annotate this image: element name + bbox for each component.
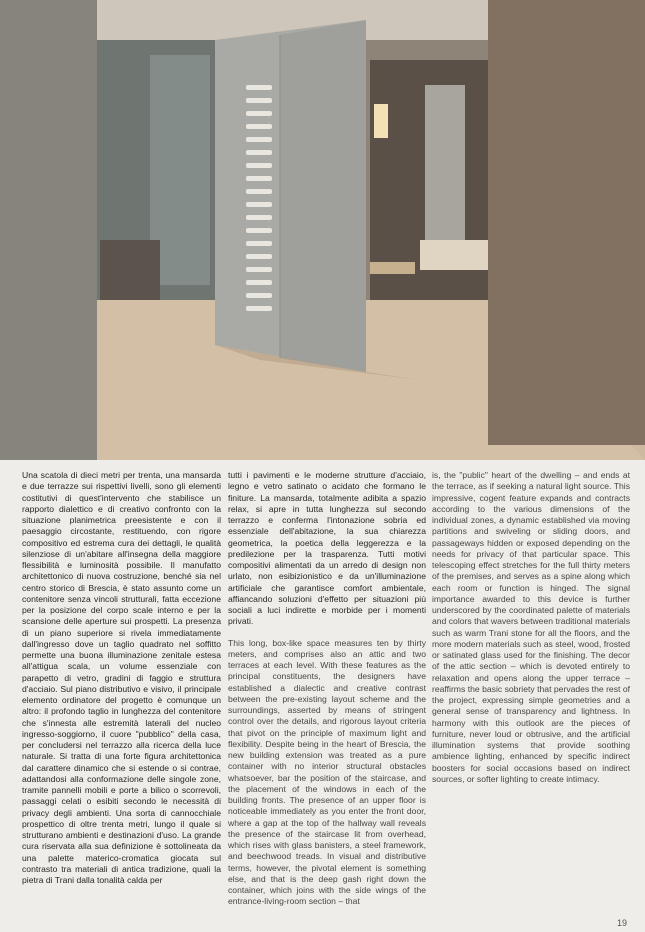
italian-text-part-2: tutti i pavimenti e le moderne strutture d'acciaio, legno e vetro satinato o acidato che formano le finiture. La mansarda, totalmente adibita a spazio relax, si apre in tutta lunghezza sul secondo terrazzo e conferma l'intonazione sobria ed essenziale dell'abitazione, la sua chiarezza geometrica, la poetica della leggerezza e la predilezione per la trasparenza. Tutti motivi compositivi alimentati da un arredo di design non urlato, non esibizionistico e da un'illuminazione artificiale che garantisce comfort ambientale, affiancando soluzioni d'effetto per situazioni più sociali a luci indirette e morbide per i momenti privati.	[228, 470, 426, 627]
italian-text-part-1: Una scatola di dieci metri per trenta, una mansarda e due terrazze sui rispettivi livelli, sono gli elementi costitutivi di quest'intervento che stabilisce un rapporto dialettico e di creativo confronto con la situazione planimetrica preesistente e con il paesaggio circostante, restituendo, con rigore compositivo ed estrema cura dei dettagli, le qualità silenziose di un'abitare all'insegna della maggiore flessibilità e luminosità possibile. Il manufatto architettonico di nuova costruzione, benché sia nel centro storico di Brescia, è stato assunto come un contenitore senza vincoli strutturali, fatta eccezione per la posizione del corpo scale interno e per la scansione delle aperture sui prospetti. La presenza di un piano superiore si rivela immediatamente dall'ingresso dove un taglio quadrato nel soffitto permette una buona illuminazione zenitale estesa all'attigua scala, un volume essenziale con parapetto di vetro, gradini di faggio e struttura d'acciaio. Sul piano distributivo e visivo, il principale elemento ordinatore del progetto è comunque un altro: il profondo taglio in lunghezza del contenitore che s'innesta alle estremità laterali del nucleo ingresso-soggiorno, il cuore "pubblico" della casa, per concludersi nel terrazzo alla ricerca della luce naturale. Si tratta di una forte figura architettonica dal carattere dinamico che si estende o si contrae, adattandosi alla conformazione delle singole zone, tramite pannelli mobili e porte a bilico o scorrevoli, passaggi celati o esibiti secondo le necessità di privacy degli ambienti. Una sorta di cannocchiale prospettico di oltre trenta metri, lungo il quale si strutturano ambienti e destinazioni d'uso. La grande cura riservata alla sua definizione è sottolineata da una palette materico-cromatica giocata sul contrasto tra materiali di antica tradizione, quali la pietra di Trani dalla tonalità calda per	[22, 470, 221, 885]
article-text	[22, 470, 630, 907]
english-text-part-1: This long, box-like space measures ten by thirty meters, and comprises also an attic and two terraces at each level. With these features as the principal constituents, the designers have established a dialectic and creative contrast between the pre-existing layout scheme and the surroundings, asserted by means of stringent control over the details, and rigorous layout criteria that pivot on the principle of maximum light and flexibility. Despite being in the heart of Brescia, the new building extension was treated as a pure container with no interior structural obstacles whatsoever, bar the position of the staircase, and the placement of the windows in each of the building fronts. The presence of an upper floor is noticeable immediately as you enter the front door, where a gap at the top of the hallway wall reveals the presence of the staircase lit from overhead, which rises with glass banisters, a steel framework, and beechwood treads. In visual and distributive terms, however, the pivotal element is something else, and that is the deep gash right down the container, which joins with the side wings of the entrance-living-room section – that	[228, 637, 426, 907]
english-text-part-2: is, the "public" heart of the dwelling – and ends at the terrace, as if seeking a natural light source. This impressive, cogent feature expands and contracts according to the various dimensions of the individual zones, a dynamic established via moving partitions and swiveling or sliding doors, and passageways hidden or exposed depending on the needs for privacy of that particular space. This telescoping effect stretches for the full thirty meters of the premises, and serves as a spine along which each room or function is hinged. The signal importance awarded to this device is further underscored by the coordinated palette of materials and colors that wavers between traditional materials such as warm Trani stone for all the floors, and the more modern materials such as steel, wood, frosted or satinated glass used for the finishing. The decor of the attic section – which is devoted entirely to relaxation and opens along the upper terrace – reaffirms the basic sobriety that pervades the rest of the project, expressing simple geometries and a general sense of transparency and lightness. In harmony with this outlook are the pieces of furniture, never loud or obtrusive, and the artificial illumination systems that provide soothing ambience lighting, enhanced by specific indirect boosters for social occasions based on indirect sources, or softer lighting to create intimacy.	[432, 470, 630, 784]
column-1	[22, 470, 221, 886]
interior-photo	[0, 0, 645, 460]
page-number: 19	[616, 918, 627, 928]
column-2	[228, 470, 426, 908]
column-3	[432, 470, 630, 785]
